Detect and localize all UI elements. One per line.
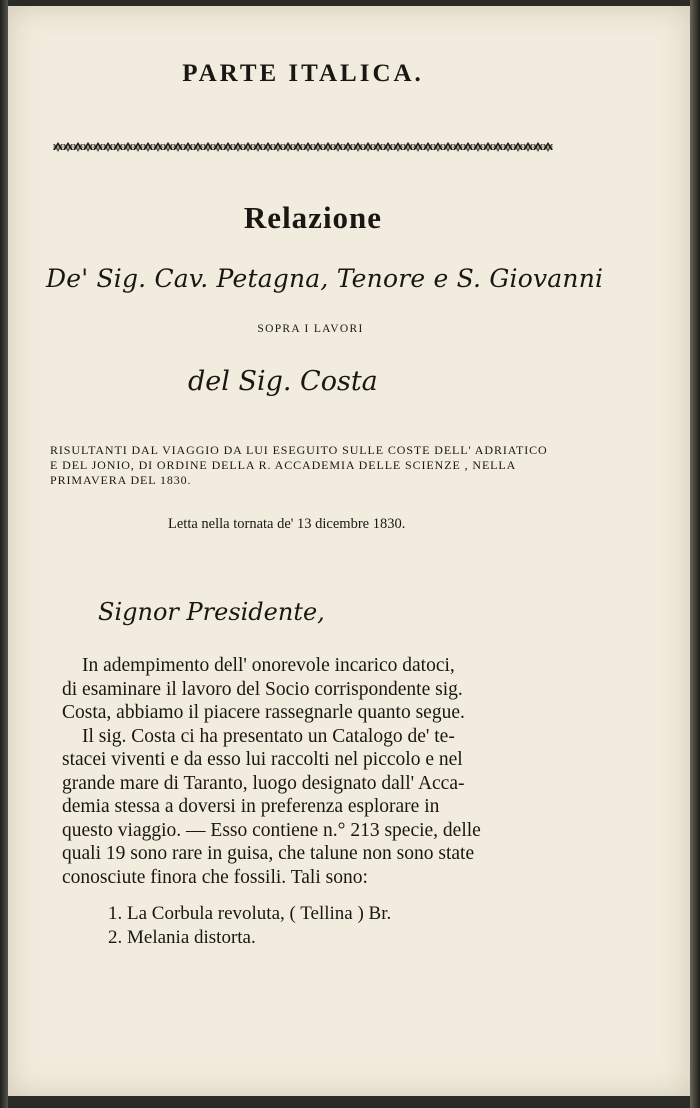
subtitle-line: RISULTANTI DAL VIAGGIO DA LUI ESEGUITO SULLE COSTE DELL' ADRIATICO [50, 443, 548, 457]
book-page [8, 6, 690, 1096]
body-text [62, 654, 582, 889]
paragraph-line: In adempimento dell' onorevole incarico datoci, [82, 655, 455, 676]
report-subject: SOPRA I LAVORI [257, 323, 364, 335]
subtitle-line: E DEL JONIO, DI ORDINE DELLA R. ACCADEMIA DELLE SCIENZE , NELLA [50, 458, 517, 472]
subtitle-line: PRIMAVERA DEL 1830. [50, 473, 192, 487]
paragraph-line: Costa, abbiamo il piacere rassegnarle quanto segue. [62, 702, 465, 723]
species-list [108, 902, 391, 950]
salutation: Signor Presidente, [98, 598, 325, 626]
paragraph-line: di esaminare il lavoro del Socio corrispondente sig. [62, 678, 463, 700]
part-title: PARTE ITALICA. [182, 60, 424, 87]
book-page-edge [690, 0, 700, 1108]
paragraph-line: stacei viventi e da esso lui raccolti nel piccolo e nel [62, 749, 463, 770]
paragraph-line: quali 19 sono rare in guisa, che talune non sono state [62, 843, 475, 864]
report-subject-author: del Sig. Costa [188, 366, 378, 397]
report-subtitle [50, 443, 570, 488]
paragraph-line: conosciute finora che fossili. Tali sono: [62, 866, 368, 888]
reading-date: Letta nella tornata de' 13 dicembre 1830. [168, 516, 406, 532]
report-title: Relazione [243, 200, 383, 235]
paragraph-line: demia stessa a doversi in preferenza esplorare in [62, 796, 440, 817]
report-authors: De' Sig. Cav. Petagna, Tenore e S. Giovanni [46, 264, 604, 293]
paragraph-line: questo viaggio. — Esso contiene n.° 213 specie, delle [62, 819, 481, 841]
book-spine-edge [0, 0, 8, 1108]
ornamental-rule [53, 136, 553, 158]
list-item: 2. Melania distorta. [108, 927, 256, 948]
list-item: 1. La Corbula revoluta, ( Tellina ) Br. [108, 903, 392, 924]
paragraph-line: Il sig. Costa ci ha presentato un Catalogo de' te- [82, 725, 455, 747]
paragraph-line: grande mare di Taranto, luogo designato dall' Acca- [62, 772, 465, 794]
